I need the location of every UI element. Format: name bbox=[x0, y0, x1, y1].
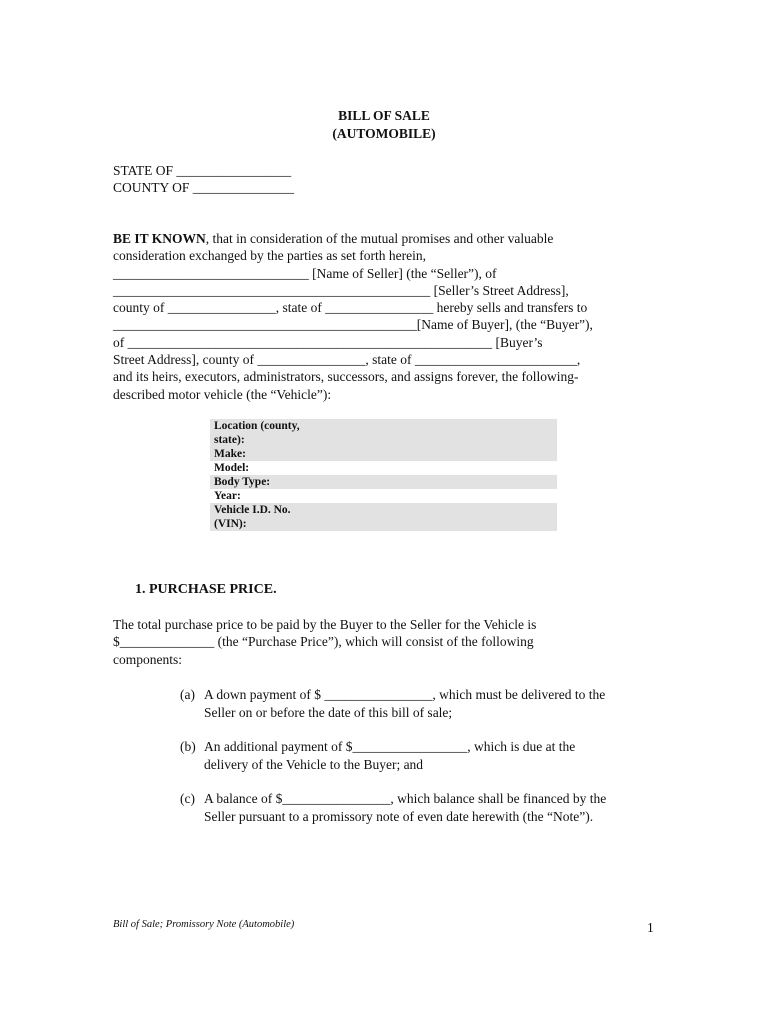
paragraph-line: components: bbox=[113, 651, 182, 667]
list-item: (a) A down payment of $ ________________, which must be delivered to the Seller on or before the date of this bill of sale; bbox=[180, 687, 606, 720]
paragraph-line: $______________ (the “Purchase Price”), which will consist of the following bbox=[113, 634, 534, 650]
vehicle-field-label: Body Type: bbox=[210, 475, 334, 489]
vehicle-field-label: Model: bbox=[210, 461, 334, 475]
vehicle-field-value[interactable] bbox=[334, 503, 557, 531]
list-item: (c) A balance of $________________, which balance shall be financed by the Seller pursuant to a promissory note of even date herewith (the “Note”). bbox=[180, 791, 607, 824]
county-line: COUNTY OF _______________ bbox=[113, 180, 295, 195]
vehicle-table bbox=[210, 419, 557, 531]
state-line: STATE OF _________________ bbox=[113, 163, 292, 178]
list-item-label: (c) bbox=[180, 791, 195, 806]
table-row bbox=[210, 461, 557, 475]
vehicle-field-label: Vehicle I.D. No. (VIN): bbox=[210, 503, 334, 531]
footer-text: Bill of Sale; Promissory Note (Automobile) bbox=[113, 919, 295, 930]
vehicle-field-label: Make: bbox=[210, 447, 334, 461]
list-item-label: (a) bbox=[180, 687, 195, 702]
vehicle-field-label: Year: bbox=[210, 489, 334, 503]
table-row bbox=[210, 419, 557, 447]
vehicle-field-value[interactable] bbox=[334, 447, 557, 461]
intro-line: _____________________________ [Name of Seller] (the “Seller”), of bbox=[113, 265, 497, 281]
table-row bbox=[210, 503, 557, 531]
intro-line: _______________________________________________ [Seller’s Street Address], bbox=[113, 282, 569, 298]
intro-line: BE IT KNOWN, that in consideration of the mutual promises and other valuable bbox=[113, 231, 554, 246]
table-row bbox=[210, 489, 557, 503]
intro-line: described motor vehicle (the “Vehicle”): bbox=[113, 386, 332, 402]
vehicle-field-value[interactable] bbox=[334, 419, 557, 447]
intro-paragraph bbox=[113, 230, 643, 403]
intro-line: _____________________________________________[Name of Buyer], (the “Buyer”), bbox=[113, 317, 593, 333]
list-item: (b) An additional payment of $_________________, which is due at the delivery of the Vehicle to the Buyer; and bbox=[180, 739, 576, 772]
page-number: 1 bbox=[647, 920, 654, 935]
vehicle-field-value[interactable] bbox=[334, 489, 557, 503]
document-subtitle: (AUTOMOBILE) bbox=[332, 126, 436, 141]
vehicle-field-value[interactable] bbox=[334, 461, 557, 475]
intro-line: Street Address], county of ________________, state of ________________________, bbox=[113, 352, 581, 368]
section-heading-purchase-price: 1. PURCHASE PRICE. bbox=[135, 582, 277, 597]
table-row bbox=[210, 475, 557, 489]
document-title: BILL OF SALE bbox=[338, 108, 430, 123]
intro-line: county of ________________, state of ________________ hereby sells and transfers to bbox=[113, 300, 588, 316]
purchase-price-paragraph bbox=[113, 616, 643, 668]
intro-line: and its heirs, executors, administrators, successors, and assigns forever, the following- bbox=[113, 369, 579, 385]
table-row bbox=[210, 447, 557, 461]
vehicle-field-value[interactable] bbox=[334, 475, 557, 489]
paragraph-line: The total purchase price to be paid by the Buyer to the Seller for the Vehicle is bbox=[113, 617, 537, 632]
list-item-label: (b) bbox=[180, 739, 196, 754]
vehicle-field-label: Location (county, state): bbox=[210, 419, 334, 447]
intro-line: of ______________________________________________________ [Buyer’s bbox=[113, 334, 543, 350]
be-it-known: BE IT KNOWN bbox=[113, 231, 206, 246]
intro-line: consideration exchanged by the parties as set forth herein, bbox=[113, 248, 427, 264]
